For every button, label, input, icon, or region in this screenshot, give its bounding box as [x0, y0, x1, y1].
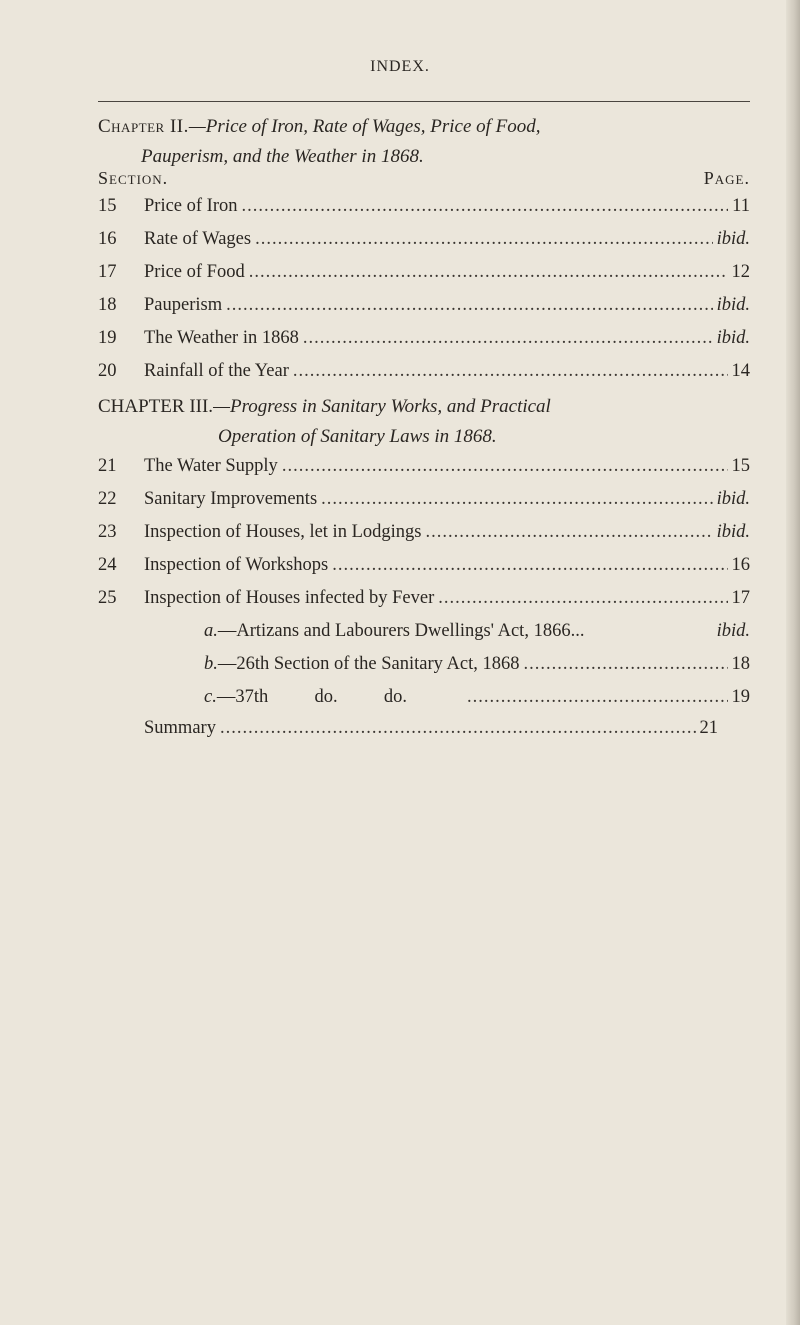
page-ref: 12 — [731, 262, 750, 282]
toc-sub-entry — [98, 621, 750, 649]
chapter-3-title-line1: —Progress in Sanitary Works, and Practical — [213, 396, 551, 417]
sub-entry-title: —Artizans and Labourers Dwellings' Act, 1866... — [217, 621, 585, 641]
section-number: 24 — [98, 555, 117, 575]
header-rule — [98, 101, 750, 102]
entry-title: Inspection of Workshops — [144, 555, 329, 575]
toc-entry — [98, 196, 750, 224]
page-column-header: Page. — [703, 168, 750, 188]
page-ref: 16 — [731, 555, 750, 575]
page-ref: 15 — [731, 456, 750, 476]
toc-entry — [98, 456, 750, 484]
page-ref: ibid. — [716, 229, 750, 249]
dot-leader — [282, 456, 728, 477]
dot-leader — [524, 654, 728, 675]
dot-leader — [467, 687, 728, 708]
page-ref: 19 — [731, 687, 750, 707]
entry-title: Price of Food — [144, 262, 245, 282]
chapter-2-heading — [98, 112, 750, 172]
page-header: INDEX. — [370, 58, 430, 75]
section-number: 16 — [98, 229, 117, 249]
entry-title: Inspection of Houses, let in Lodgings — [144, 522, 422, 542]
dot-leader — [425, 522, 712, 543]
chapter-2-label: Chapter II. — [98, 116, 189, 137]
entry-title: Price of Iron — [144, 196, 238, 216]
section-column-header: Section. — [98, 168, 169, 188]
dot-leader — [220, 718, 696, 739]
dot-leader — [226, 295, 712, 316]
dot-leader — [332, 555, 727, 576]
page-ref: ibid. — [716, 328, 750, 348]
entry-title: Pauperism — [144, 295, 223, 315]
dot-leader — [438, 588, 727, 609]
toc-entry — [98, 295, 750, 323]
sub-entry-title: —26th Section of the Sanitary Act, 1868 — [217, 654, 520, 674]
dot-leader — [293, 361, 728, 382]
entry-title: Rainfall of the Year — [144, 361, 289, 381]
dot-leader — [321, 489, 712, 510]
page-ref: ibid. — [716, 489, 750, 509]
entry-title: Summary — [144, 718, 216, 738]
page-ref: ibid. — [716, 522, 750, 542]
dot-leader — [303, 328, 713, 349]
chapter-2-title-line1: —Price of Iron, Rate of Wages, Price of Food, — [188, 116, 541, 137]
sub-entry-letter: c. — [204, 687, 217, 707]
entry-title: The Water Supply — [144, 456, 278, 476]
toc-entry — [98, 588, 750, 616]
section-number: 23 — [98, 522, 117, 542]
toc-entry — [98, 361, 750, 389]
toc-entry — [98, 489, 750, 517]
toc-entry — [98, 555, 750, 583]
page-ref: 17 — [731, 588, 750, 608]
page-ref: ibid. — [716, 621, 750, 641]
page-edge-shadow — [786, 0, 800, 1325]
section-number: 22 — [98, 489, 117, 509]
entry-title: Inspection of Houses infected by Fever — [144, 588, 435, 608]
dot-leader — [249, 262, 728, 283]
chapter-3-heading — [98, 392, 750, 452]
section-number: 19 — [98, 328, 117, 348]
chapter-2-title-line2: Pauperism, and the Weather in 1868. — [141, 146, 424, 167]
toc-entry — [98, 229, 750, 257]
toc-sub-entry — [98, 654, 750, 682]
toc-entry — [98, 262, 750, 290]
entry-title: The Weather in 1868 — [144, 328, 299, 348]
page-ref: 14 — [731, 361, 750, 381]
toc-entry — [98, 328, 750, 356]
section-number: 15 — [98, 196, 117, 216]
dot-leader — [242, 196, 729, 217]
column-headers — [98, 168, 750, 189]
chapter-3-label: CHAPTER III. — [98, 396, 214, 417]
toc-sub-entry — [98, 687, 750, 715]
page-ref: 18 — [731, 654, 750, 674]
page-ref: 21 — [699, 718, 718, 738]
toc-entry — [98, 522, 750, 550]
section-number: 20 — [98, 361, 117, 381]
page-ref: 11 — [732, 196, 750, 216]
sub-entry-letter: b. — [204, 654, 218, 674]
section-number: 18 — [98, 295, 117, 315]
sub-entry-title: —37th do. do. — [216, 687, 407, 707]
sub-entry-letter: a. — [204, 621, 218, 641]
section-number: 21 — [98, 456, 117, 476]
page-ref: ibid. — [716, 295, 750, 315]
section-number: 25 — [98, 588, 117, 608]
toc-summary-entry — [98, 718, 718, 746]
section-number: 17 — [98, 262, 117, 282]
dot-leader — [255, 229, 713, 250]
chapter-3-title-line2: Operation of Sanitary Laws in 1868. — [218, 426, 497, 447]
entry-title: Rate of Wages — [144, 229, 252, 249]
entry-title: Sanitary Improvements — [144, 489, 318, 509]
